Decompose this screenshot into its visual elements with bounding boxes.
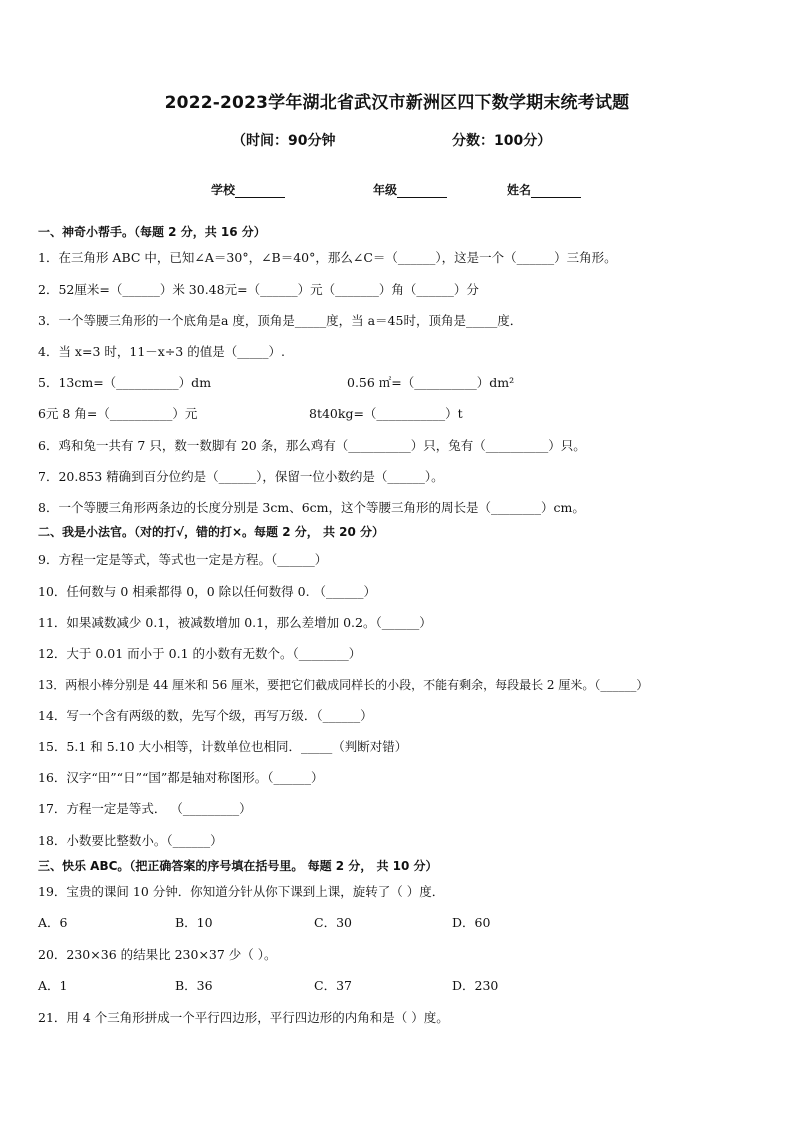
grade-field <box>373 181 447 198</box>
name-field <box>507 181 581 198</box>
school-field <box>211 181 285 198</box>
q19-option-d: D．60 <box>452 915 491 930</box>
question-11: 11．如果减数减少 0.1，被减数增加 0.1，那么差增加 0.2。（______） <box>38 615 432 630</box>
question-14: 14．写一个含有两级的数，先写个级，再写万级．（______） <box>38 708 373 723</box>
question-3: 3．一个等腰三角形的一个底角是a 度，顶角是_____度，当 a＝45时，顶角是_____度． <box>38 313 523 328</box>
section-2-heading: 二、我是小法官。（对的打√，错的打×。每题 2 分， 共 20 分） <box>38 525 384 539</box>
question-17: 17．方程一定是等式． （_________） <box>38 801 252 816</box>
name-label: 姓名 <box>507 183 532 197</box>
question-5-part-c: 6元 8 角=（__________）元 <box>38 406 198 421</box>
q19-option-b: B．10 <box>175 915 213 930</box>
exam-title: 2022-2023学年湖北省武汉市新洲区四下数学期末统考试题 <box>164 93 630 113</box>
q19-option-c: C．30 <box>314 915 352 930</box>
q20-option-d: D．230 <box>452 978 499 993</box>
q20-option-a: A．1 <box>38 978 68 993</box>
question-4: 4．当 x=3 时，11－x÷3 的值是（_____）. <box>38 344 285 359</box>
question-1: 1．在三角形 ABC 中，已知∠A＝30°，∠B＝40°，那么∠C＝（______），这是一个（______）三角形。 <box>38 250 617 265</box>
section-1-heading: 一、神奇小帮手。（每题 2 分，共 16 分） <box>38 225 266 239</box>
question-15: 15．5.1 和 5.10 大小相等，计数单位也相同．_____（判断对错） <box>38 739 408 754</box>
q20-option-b: B．36 <box>175 978 213 993</box>
question-21: 21．用 4 个三角形拼成一个平行四边形，平行四边形的内角和是（ ）度。 <box>38 1010 449 1025</box>
question-5-part-a: 5．13cm=（__________）dm <box>38 375 212 390</box>
name-blank[interactable] <box>531 184 581 198</box>
question-18: 18．小数要比整数小。（______） <box>38 833 223 848</box>
question-20: 20．230×36 的结果比 230×37 少（ ）。 <box>38 947 277 962</box>
question-2: 2．52厘米=（______）米 30.48元=（______）元（_______）角（______）分 <box>38 282 479 297</box>
grade-label: 年级 <box>373 183 398 197</box>
question-9: 9．方程一定是等式，等式也一定是方程。（______） <box>38 552 328 567</box>
grade-blank[interactable] <box>397 184 447 198</box>
question-16: 16．汉字“田”“日”“国”都是轴对称图形。（______） <box>38 770 324 785</box>
school-blank[interactable] <box>235 184 285 198</box>
score-label: 分数：100分） <box>452 133 552 149</box>
q20-option-c: C．37 <box>314 978 352 993</box>
time-label: （时间：90分钟 <box>232 133 336 149</box>
question-6: 6．鸡和兔一共有 7 只，数一数脚有 20 条，那么鸡有（__________）只，兔有（__________）只。 <box>38 438 586 453</box>
school-label: 学校 <box>211 183 236 197</box>
section-3-heading: 三、快乐 ABC。（把正确答案的序号填在括号里。 每题 2 分， 共 10 分） <box>38 859 438 873</box>
question-7: 7．20.853 精确到百分位约是（______），保留一位小数约是（______）。 <box>38 469 444 484</box>
q19-option-a: A．6 <box>38 915 68 930</box>
question-5-part-d: 8t40kg=（___________）t <box>309 406 463 421</box>
student-info-line <box>0 181 794 201</box>
question-5-part-b: 0.56 ㎡=（__________）dm² <box>347 375 515 390</box>
question-13: 13．两根小棒分别是 44 厘米和 56 厘米，要把它们截成同样长的小段，不能有剩余，每段最长 2 厘米。（______） <box>38 678 649 692</box>
question-8: 8．一个等腰三角形两条边的长度分别是 3cm、6cm，这个等腰三角形的周长是（________）cm。 <box>38 500 585 515</box>
question-12: 12．大于 0.01 而小于 0.1 的小数有无数个。（________） <box>38 646 362 661</box>
time-score-line <box>0 130 794 150</box>
question-19: 19．宝贵的课间 10 分钟．你知道分针从你下课到上课，旋转了（ ）度． <box>38 884 445 899</box>
question-10: 10．任何数与 0 相乘都得 0，0 除以任何数得 0. （______） <box>38 584 377 599</box>
